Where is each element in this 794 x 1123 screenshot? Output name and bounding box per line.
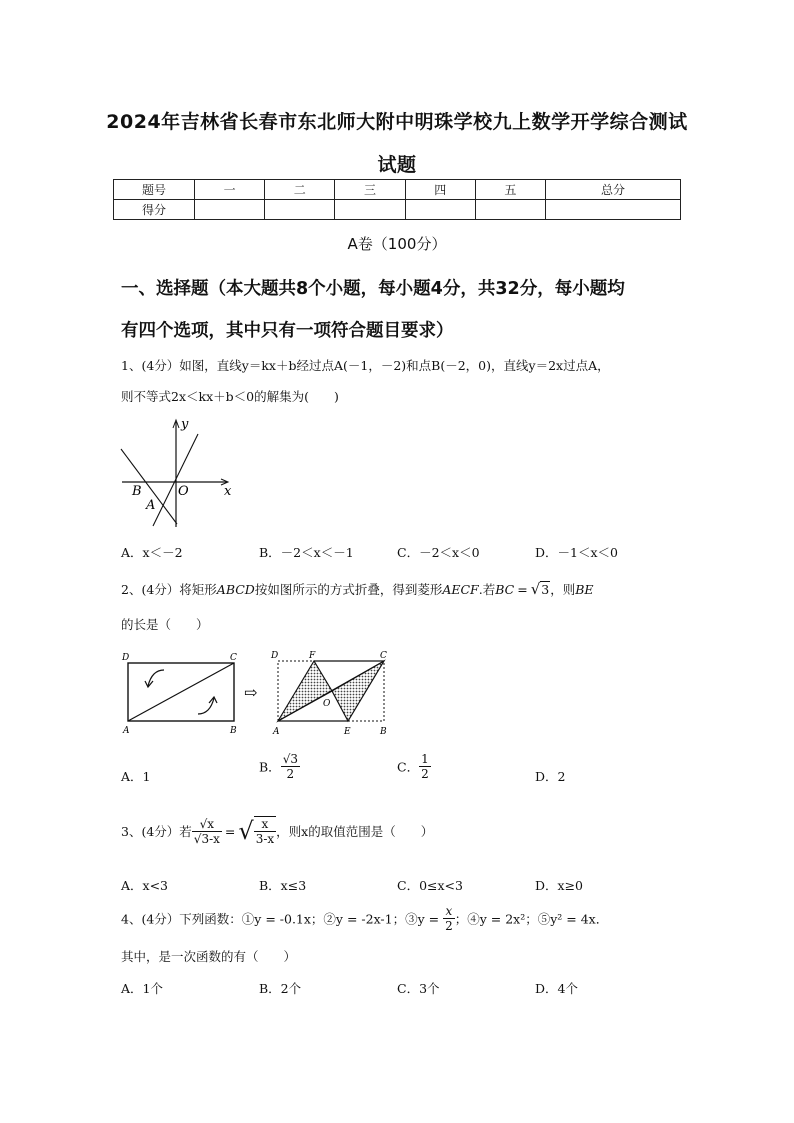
score-table-row-label: 得分 bbox=[114, 200, 195, 220]
q2-option-a[interactable]: A．1 bbox=[121, 769, 151, 784]
sqrt-icon: √ bbox=[530, 580, 541, 598]
q2-fig2-label-f: F bbox=[309, 651, 316, 661]
q2-shaded-triangle-left bbox=[278, 661, 332, 721]
score-cell[interactable] bbox=[546, 200, 681, 220]
part1-heading-line2: 有四个选项，其中只有一项符合题目要求） bbox=[121, 321, 454, 341]
q4-f3-numerator: x bbox=[443, 904, 455, 919]
q2-option-b-prefix: B． bbox=[259, 759, 281, 775]
sqrt-icon: √ bbox=[238, 817, 254, 845]
score-table-header-cell: 题号 bbox=[114, 180, 195, 200]
part1-heading-line1: 一、选择题（本大题共8个小题，每小题4分，共32分，每小题均 bbox=[121, 279, 625, 299]
q2-bc: BC bbox=[495, 582, 515, 597]
q2-rect-name: ABCD bbox=[216, 582, 255, 597]
q2-figure bbox=[118, 648, 418, 740]
q2-fig1-label-c: C bbox=[230, 653, 237, 663]
q1-figure bbox=[115, 412, 245, 532]
score-table-header-cell: 四 bbox=[405, 180, 475, 200]
q3-lhs-numerator: √x bbox=[192, 817, 222, 832]
q2-option-c-prefix: C． bbox=[397, 759, 420, 775]
q2-stem-line2: 的长是（ ） bbox=[121, 617, 209, 632]
q2-fig1-label-a: A bbox=[123, 726, 130, 736]
q3-stem bbox=[121, 816, 433, 846]
q1-stem-line2: 则不等式2x＜kx＋b＜0的解集为( ) bbox=[121, 389, 339, 404]
q1-label-x: x bbox=[224, 484, 232, 499]
score-table-header-cell: 二 bbox=[265, 180, 335, 200]
q3-suffix: ，则x的取值范围是（ ） bbox=[276, 824, 434, 839]
q2-text: ，则 bbox=[550, 582, 576, 597]
q2-stem-line1 bbox=[121, 580, 594, 598]
q2-shaded-triangle-right bbox=[332, 661, 384, 721]
q4-f3-fraction bbox=[443, 904, 455, 933]
score-table-header-cell: 三 bbox=[335, 180, 405, 200]
q2-fig1-label-b: B bbox=[230, 726, 237, 736]
q4-option-d[interactable]: D．4个 bbox=[535, 981, 578, 996]
q4-stem-line1 bbox=[121, 904, 608, 933]
q3-option-d[interactable]: D．x≥0 bbox=[535, 878, 583, 893]
q1-stem-line1: 1、(4分）如图，直线y＝kx＋b经过点A(－1，－2)和点B(－2，0)，直线y＝2x过点A， bbox=[121, 358, 610, 373]
score-cell[interactable] bbox=[475, 200, 545, 220]
q4-option-c[interactable]: C．3个 bbox=[397, 981, 440, 996]
q2-be: BE bbox=[575, 582, 594, 597]
q2-transform-arrow-icon: ⇨ bbox=[244, 683, 258, 702]
score-cell[interactable] bbox=[335, 200, 405, 220]
q1-label-o: O bbox=[178, 484, 189, 499]
q3-rhs-numerator: x bbox=[254, 817, 276, 832]
q4-functions-text: 4、(4分）下列函数：①y = -0.1x；②y = -2x-1；③y = bbox=[121, 911, 444, 927]
paper-title-line1: 2024年吉林省长春市东北师大附中明珠学校九上数学开学综合测试 bbox=[106, 111, 688, 133]
q2-text: 按如图所示的方式折叠，得到菱形 bbox=[254, 582, 443, 597]
q2-fig1-label-d: D bbox=[122, 653, 130, 663]
q3-option-b[interactable]: B．x≤3 bbox=[259, 878, 307, 893]
paper-title-line2: 试题 bbox=[377, 154, 417, 176]
q4-functions-tail: ；④y = 2x²；⑤y² = 4x． bbox=[454, 911, 609, 927]
score-cell[interactable] bbox=[265, 200, 335, 220]
q4-f3-denominator: 2 bbox=[445, 919, 453, 933]
q2-option-d[interactable]: D．2 bbox=[535, 769, 566, 784]
q4-option-b[interactable]: B．2个 bbox=[259, 981, 302, 996]
q3-lhs-denominator: √3-x bbox=[193, 831, 220, 846]
score-cell[interactable] bbox=[195, 200, 265, 220]
q2-diagonal-ac bbox=[128, 663, 234, 721]
q3-rhs-denominator: 3-x bbox=[255, 832, 275, 846]
section-a-heading: A卷（100分） bbox=[347, 235, 447, 253]
q1-option-d[interactable]: D．－1＜x＜0 bbox=[535, 545, 618, 560]
q3-prefix: 3、(4分）若 bbox=[121, 824, 192, 839]
score-cell[interactable] bbox=[405, 200, 475, 220]
q4-stem-line2: 其中，是一次函数的有（ ） bbox=[121, 949, 297, 964]
q1-label-b: B bbox=[132, 484, 142, 499]
q2-fig2-label-d: D bbox=[271, 651, 279, 661]
q2-fig2-label-a: A bbox=[273, 727, 280, 737]
q2-option-b[interactable] bbox=[259, 752, 300, 781]
q3-equals: = bbox=[224, 823, 236, 839]
q2-option-c-numerator: 1 bbox=[421, 752, 429, 766]
q1-option-b[interactable]: B．－2＜x＜－1 bbox=[259, 545, 354, 560]
q2-equals: = bbox=[517, 582, 528, 597]
q2-option-c[interactable] bbox=[397, 752, 431, 781]
q1-option-c[interactable]: C．－2＜x＜0 bbox=[397, 545, 480, 560]
q2-text: .若 bbox=[478, 582, 496, 597]
q1-label-a: A bbox=[146, 498, 156, 513]
q2-fig2-label-c: C bbox=[380, 651, 387, 661]
q2-option-c-denominator: 2 bbox=[421, 767, 429, 781]
q2-option-b-numerator: √3 bbox=[282, 752, 298, 766]
q2-rhombus-name: AECF bbox=[442, 582, 479, 597]
q2-option-c-fraction bbox=[419, 752, 431, 781]
q2-option-b-denominator: 2 bbox=[286, 767, 295, 781]
q2-text: 2、(4分）将矩形 bbox=[121, 582, 217, 597]
q2-fig2-label-e: E bbox=[344, 727, 351, 737]
q2-fig2-label-o: O bbox=[323, 699, 331, 709]
q2-sqrt3-radicand: 3 bbox=[541, 582, 550, 597]
score-table bbox=[113, 179, 681, 220]
q3-rhs-fraction bbox=[254, 816, 276, 846]
score-table-header-cell: 五 bbox=[475, 180, 545, 200]
q2-fig2-label-b: B bbox=[380, 727, 387, 737]
q2-option-b-fraction bbox=[281, 752, 300, 781]
q2-sqrt3 bbox=[531, 582, 551, 597]
score-table-header-row bbox=[114, 180, 681, 200]
q1-label-y: y bbox=[181, 417, 189, 432]
q3-lhs-fraction bbox=[192, 817, 222, 846]
q4-option-a[interactable]: A．1个 bbox=[121, 981, 163, 996]
q3-option-c[interactable]: C．0≤x<3 bbox=[397, 878, 463, 893]
score-table-score-row bbox=[114, 200, 681, 220]
q2-diagonal-ac-fold bbox=[278, 661, 384, 721]
q1-option-a[interactable]: A．x＜－2 bbox=[121, 545, 183, 560]
q3-option-a[interactable]: A．x<3 bbox=[121, 878, 169, 893]
score-table-header-cell: 总分 bbox=[546, 180, 681, 200]
score-table-header-cell: 一 bbox=[195, 180, 265, 200]
